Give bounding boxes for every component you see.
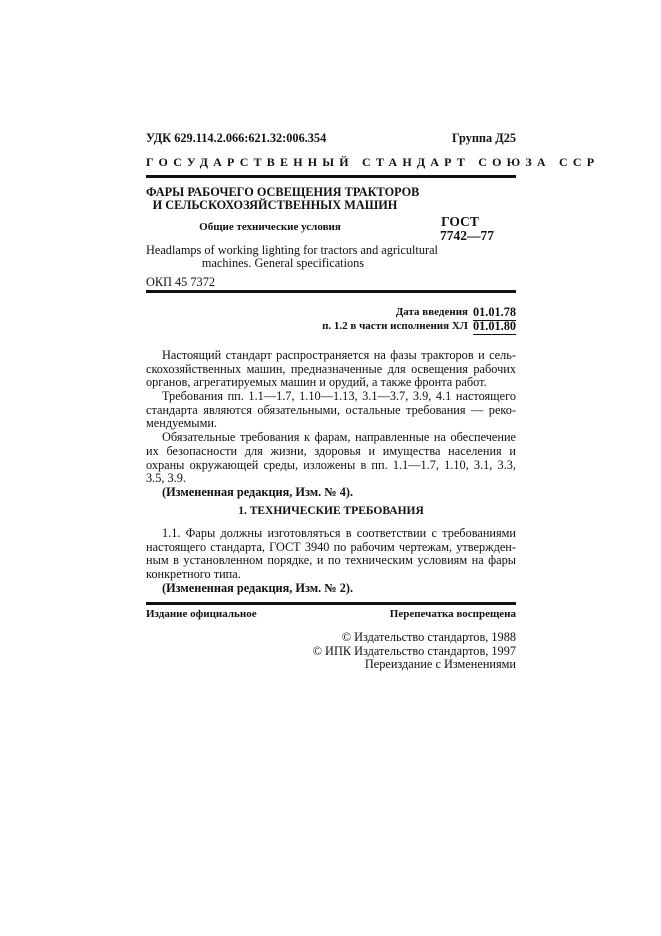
udk-code: УДК 629.114.2.066:621.32:006.354 <box>146 131 327 145</box>
gost-designation <box>440 214 494 243</box>
text-line: 3.5, 3.9. <box>146 471 186 486</box>
text-line: органов, агрегатируемых машин и орудий, а также фронта работ. <box>146 375 487 390</box>
amendment-note: (Измененная редакция, Изм. № 2). <box>162 580 354 595</box>
title-line: И СЕЛЬСКОХОЗЯЙСТВЕННЫХ МАШИН <box>152 198 398 212</box>
text-line: ным в установленном порядке, и по техническим условиям на фары <box>146 553 516 568</box>
text-line: Настоящий стандарт распространяется на фазы тракторов и сель- <box>162 348 516 362</box>
english-title <box>146 243 438 270</box>
section-1-text <box>146 527 516 595</box>
text-line: настоящего стандарта, ГОСТ 3940 по рабочим чертежам, утвержден- <box>146 539 516 554</box>
text-line: Обязательные требования к фарам, направленные на обеспечение <box>162 430 516 445</box>
text-line: 1.1. Фары должны изготовляться в соответствии с требованиями <box>162 526 516 540</box>
date-value: 01.01.80 <box>472 319 516 333</box>
text-line: конкретного типа. <box>146 567 241 582</box>
text-line: их безопасности для жизни, здоровья и имущества населения и <box>146 443 516 458</box>
reprint-prohibited: Перепечатка воспрещена <box>389 608 516 620</box>
title-line: ФАРЫ РАБОЧЕГО ОСВЕЩЕНИЯ ТРАКТОРОВ <box>146 185 420 199</box>
text-line: стандарта являются обязательными, остальные требования — реко- <box>146 402 516 417</box>
reissue-note: Переиздание с Изменениями <box>364 657 516 672</box>
date-label: п. 1.2 в части исполнения ХЛ <box>322 320 468 332</box>
subtitle: Общие технические условия <box>199 221 341 233</box>
text-line: мендуемыми. <box>146 416 218 431</box>
date-value: 01.01.78 <box>472 305 516 319</box>
amendment-note: (Измененная редакция, Изм. № 4). <box>162 484 354 499</box>
copyright-line: © Издательство стандартов, 1988 <box>341 630 516 644</box>
section-heading: 1. ТЕХНИЧЕСКИЕ ТРЕБОВАНИЯ <box>238 505 424 517</box>
state-standard-heading: ГОСУДАРСТВЕННЫЙ СТАНДАРТ СОЮЗА ССР <box>146 155 600 169</box>
english-title-line: machines. General specifications <box>201 255 365 270</box>
top-rule <box>146 175 516 178</box>
text-line: скохозяйственных машин, предназначенные для освещения рабочих <box>146 361 516 376</box>
document-title <box>146 185 420 212</box>
text-line: охраны окружающей среды, изложены в пп. 1.1—1.7, 1.10, 3.1, 3.3, <box>146 457 516 472</box>
title-rule <box>146 290 516 293</box>
gost-number: 7742—77 <box>440 228 494 243</box>
gost-label: ГОСТ <box>441 214 479 229</box>
intro-text <box>146 349 516 500</box>
footer-rule <box>146 602 516 605</box>
group-code: Группа Д25 <box>451 131 516 145</box>
copyright-line: © ИПК Издательство стандартов, 1997 <box>312 643 516 658</box>
official-edition: Издание официальное <box>146 608 257 620</box>
copyright-block <box>313 631 516 672</box>
date-label: Дата введения <box>395 306 468 318</box>
okp-code: ОКП 45 7372 <box>146 275 216 289</box>
english-title-line: Headlamps of working lighting for tractors and agricultural <box>146 243 438 257</box>
text-line: Требования пп. 1.1—1.7, 1.10—1.13, 3.1—3.7, 3.9, 4.1 настоящего <box>162 389 516 404</box>
